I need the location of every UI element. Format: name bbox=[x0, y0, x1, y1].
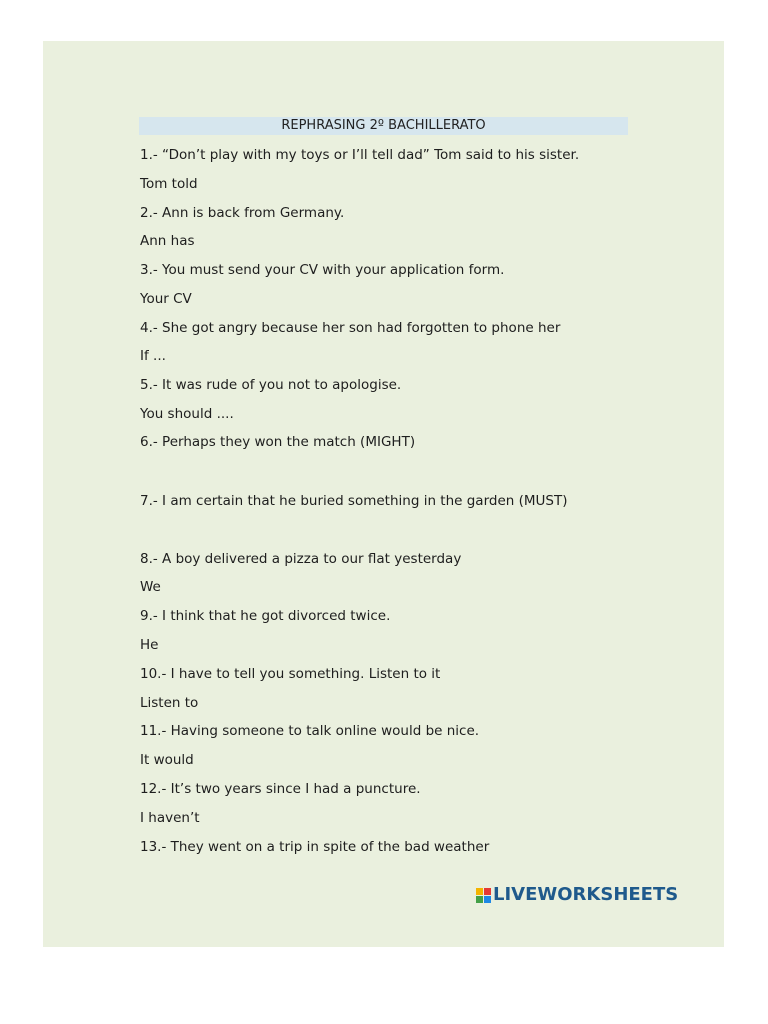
exercise-line: I haven’t bbox=[140, 810, 200, 826]
exercise-line: If ... bbox=[140, 348, 166, 364]
exercise-line: 12.- It’s two years since I had a puncture. bbox=[140, 781, 421, 797]
exercise-line: Tom told bbox=[140, 176, 198, 192]
exercise-line: Ann has bbox=[140, 233, 195, 249]
logo-square-yellow bbox=[476, 888, 483, 895]
exercise-line: 11.- Having someone to talk online would be nice. bbox=[140, 723, 480, 739]
exercise-line: He bbox=[140, 637, 159, 653]
worksheet-title: REPHRASING 2º BACHILLERATO bbox=[139, 117, 628, 135]
exercise-line: Listen to bbox=[140, 695, 199, 711]
exercise-line: 4.- She got angry because her son had forgotten to phone her bbox=[140, 320, 561, 336]
exercise-line: 3.- You must send your CV with your application form. bbox=[140, 262, 505, 278]
exercise-line: 8.- A boy delivered a pizza to our flat yesterday bbox=[140, 551, 462, 567]
liveworksheets-logo-icon bbox=[476, 888, 491, 903]
exercise-line: We bbox=[140, 579, 161, 595]
logo-square-red bbox=[484, 888, 491, 895]
exercise-line: 6.- Perhaps they won the match (MIGHT) bbox=[140, 434, 416, 450]
worksheet-page bbox=[43, 41, 724, 947]
exercise-line: 9.- I think that he got divorced twice. bbox=[140, 608, 391, 624]
logo-square-blue bbox=[484, 896, 491, 903]
exercise-line: 7.- I am certain that he buried something in the garden (MUST) bbox=[140, 493, 568, 509]
logo-square-green bbox=[476, 896, 483, 903]
exercise-line: 2.- Ann is back from Germany. bbox=[140, 205, 345, 221]
exercise-line: You should .... bbox=[140, 406, 234, 422]
exercise-line: 10.- I have to tell you something. Listen to it bbox=[140, 666, 441, 682]
exercise-line: It would bbox=[140, 752, 194, 768]
exercise-line: 5.- It was rude of you not to apologise. bbox=[140, 377, 402, 393]
exercise-line: 13.- They went on a trip in spite of the bad weather bbox=[140, 839, 490, 855]
liveworksheets-logo-text: LIVEWORKSHEETS bbox=[493, 884, 679, 905]
liveworksheets-logo bbox=[476, 884, 678, 906]
exercise-line: Your CV bbox=[140, 291, 192, 307]
exercise-line: 1.- “Don’t play with my toys or I’ll tell dad” Tom said to his sister. bbox=[140, 147, 580, 163]
